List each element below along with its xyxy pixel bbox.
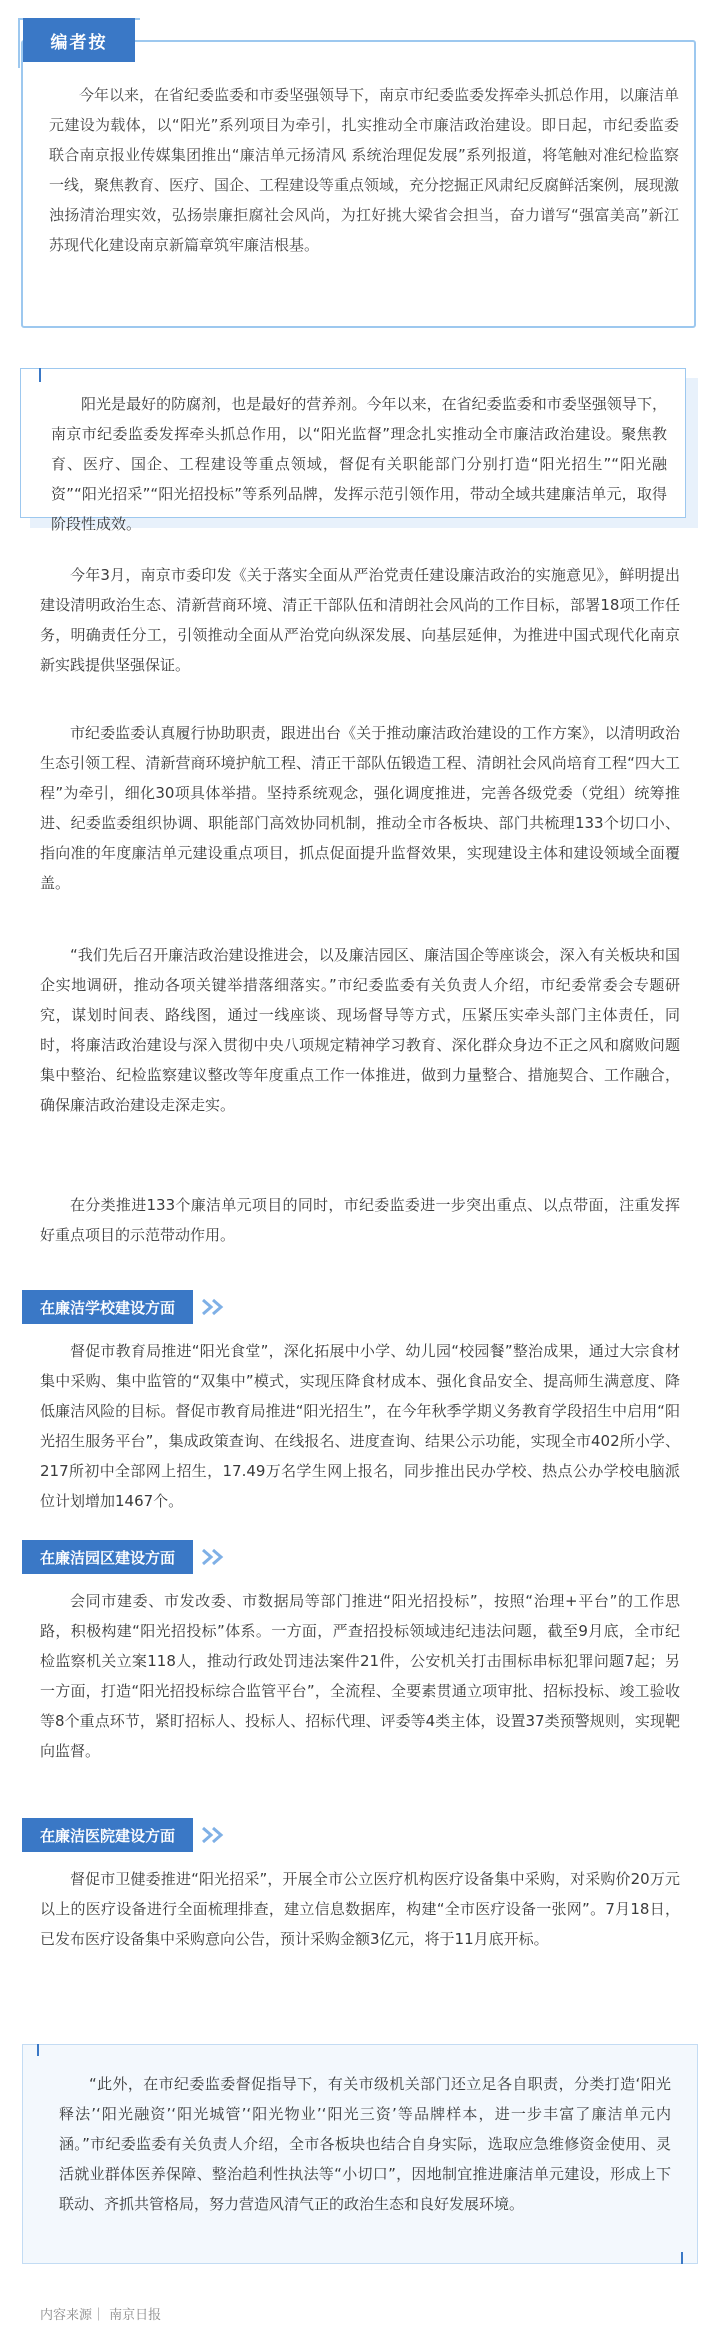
editor-note-tag: 编者按	[23, 18, 135, 62]
section-header-park	[22, 1540, 227, 1574]
editor-note	[18, 18, 696, 328]
intro-quote-box	[20, 368, 698, 533]
quote-accent-line	[39, 368, 41, 382]
double-chevron-icon	[201, 1298, 227, 1316]
section-header-hospital	[22, 1818, 227, 1852]
double-chevron-icon	[201, 1548, 227, 1566]
section-text: 督促市卫健委推进“阳光招采”，开展全市公立医疗机构医疗设备集中采购，对采购价20万元以上的医疗设备进行全面梳理排查，建立信息数据库，构建“全市医疗设备一张网”。7月18日，已发布医疗设备集中采购意向公告，预计采购金额3亿元，将于11月底开标。	[40, 1870, 680, 1948]
intro-quote-panel	[20, 368, 686, 533]
editor-note-box	[21, 40, 696, 328]
editor-note-text: 今年以来，在省纪委监委和市委坚强领导下，南京市纪委监委发挥牵头抓总作用，以廉洁单元建设为载体，以“阳光”系列项目为牵引，扎实推动全市廉洁政治建设。即日起，市纪委监委联合南京报业传媒集团推出“廉洁单元扬清风 系统治理促发展”系列报道，将笔触对准纪检监察一线，聚焦教育、医疗、国企、工程建设等重点领域，充分挖掘正风肃纪反腐鲜活案例，展现激浊扬清治理实效，弘扬崇廉拒腐社会风尚，为扛好挑大梁省会担当，奋力谱写“强富美高”新江苏现代化建设南京新篇章筑牢廉洁根基。	[49, 86, 680, 254]
quote-accent-line	[681, 2252, 683, 2264]
section-text: 督促市教育局推进“阳光食堂”，深化拓展中小学、幼儿园“校园餐”整治成果，通过大宗食材集中采购、集中监管的“双集中”模式，实现压降食材成本、强化食品安全、提高师生满意度、降低廉洁风险的目标。督促市教育局推进“阳光招生”，在今年秋季学期义务教育学段招生中启用“阳光招生服务平台”，集成政策查询、在线报名、进度查询、结果公示功能，实现全市402所小学、217所初中全部网上招生，17.49万名学生网上报名，同步推出民办学校、热点公办学校电脑派位计划增加1467个。	[40, 1342, 680, 1510]
section-title: 在廉洁医院建设方面	[22, 1818, 193, 1852]
body-paragraph: 市纪委监委认真履行协助职责，跟进出台《关于推动廉洁政治建设的工作方案》，以清明政治生态引领工程、清新营商环境护航工程、清正干部队伍锻造工程、清朗社会风尚培育工程“四大工程”为牵引，细化30项具体举措。坚持系统观念，强化调度推进，完善各级党委（党组）统筹推进、纪委监委组织协调、职能部门高效协同机制，推动全市各板块、部门共梳理133个切口小、指向准的年度廉洁单元建设重点项目，抓点促面提升监督效果，实现建设主体和建设领域全面覆盖。	[40, 724, 680, 892]
section-title: 在廉洁学校建设方面	[22, 1290, 193, 1324]
section-text: 会同市建委、市发改委、市数据局等部门推进“阳光招投标”，按照“治理+平台”的工作思路，积极构建“阳光招投标”体系。一方面，严查招投标领域违纪违法问题，截至9月底，全市纪检监察机关立案118人，推动行政处罚违法案件21件，公安机关打击围标串标犯罪问题7起；另一方面，打造“阳光招投标综合监管平台”，全流程、全要素贯通立项审批、招标投标、竣工验收等8个重点环节，紧盯招标人、投标人、招标代理、评委等4类主体，设置37类预警规则，实现靶向监督。	[40, 1592, 680, 1760]
closing-quote-text: “此外，在市纪委监委督促指导下，有关市级机关部门还立足各自职责，分类打造‘阳光释法’‘阳光融资’‘阳光城管’‘阳光物业’‘阳光三资’等品牌样本，进一步丰富了廉洁单元内涵。”市纪委监委有关负责人介绍，全市各板块也结合自身实际，选取应急维修资金使用、灵活就业群体医养保障、整治趋利性执法等“小切口”，因地制宜推进廉洁单元建设，形成上下联动、齐抓共管格局，努力营造风清气正的政治生态和良好发展环境。	[59, 2075, 671, 2213]
section-header-school	[22, 1290, 227, 1324]
body-paragraph: “我们先后召开廉洁政治建设推进会，以及廉洁园区、廉洁国企等座谈会，深入有关板块和国企实地调研，推动各项关键举措落细落实。”市纪委监委有关负责人介绍，市纪委常委会专题研究，谋划时间表、路线图，通过一线座谈、现场督导等方式，压紧压实牵头部门主体责任，同时，将廉洁政治建设与深入贯彻中央八项规定精神学习教育、深化群众身边不正之风和腐败问题集中整治、纪检监察建议整改等年度重点工作一体推进，做到力量整合、措施契合、工作融合，确保廉洁政治建设走深走实。	[40, 946, 680, 1114]
intro-quote-text: 阳光是最好的防腐剂，也是最好的营养剂。今年以来，在省纪委监委和市委坚强领导下，南京市纪委监委发挥牵头抓总作用，以“阳光监督”理念扎实推动全市廉洁政治建设。聚焦教育、医疗、国企、工程建设等重点领域，督促有关职能部门分别打造“阳光招生”“阳光融资”“阳光招采”“阳光招投标”等系列品牌，发挥示范引领作用，带动全域共建廉洁单元，取得阶段性成效。	[51, 395, 667, 533]
body-paragraph: 今年3月，南京市委印发《关于落实全面从严治党责任建设廉洁政治的实施意见》，鲜明提出建设清明政治生态、清新营商环境、清正干部队伍和清朗社会风尚的工作目标，部署18项工作任务，明确责任分工，引领推动全面从严治党向纵深发展、向基层延伸，为推进中国式现代化南京新实践提供坚强保证。	[40, 566, 680, 674]
quote-accent-line	[37, 2044, 39, 2056]
double-chevron-icon	[201, 1826, 227, 1844]
body-paragraph: 在分类推进133个廉洁单元项目的同时，市纪委监委进一步突出重点、以点带面，注重发挥好重点项目的示范带动作用。	[40, 1196, 680, 1244]
closing-quote-panel	[22, 2044, 698, 2264]
closing-quote-box	[22, 2044, 698, 2264]
content-source: 内容来源｜ 南京日报	[40, 2308, 162, 2323]
section-title: 在廉洁园区建设方面	[22, 1540, 193, 1574]
